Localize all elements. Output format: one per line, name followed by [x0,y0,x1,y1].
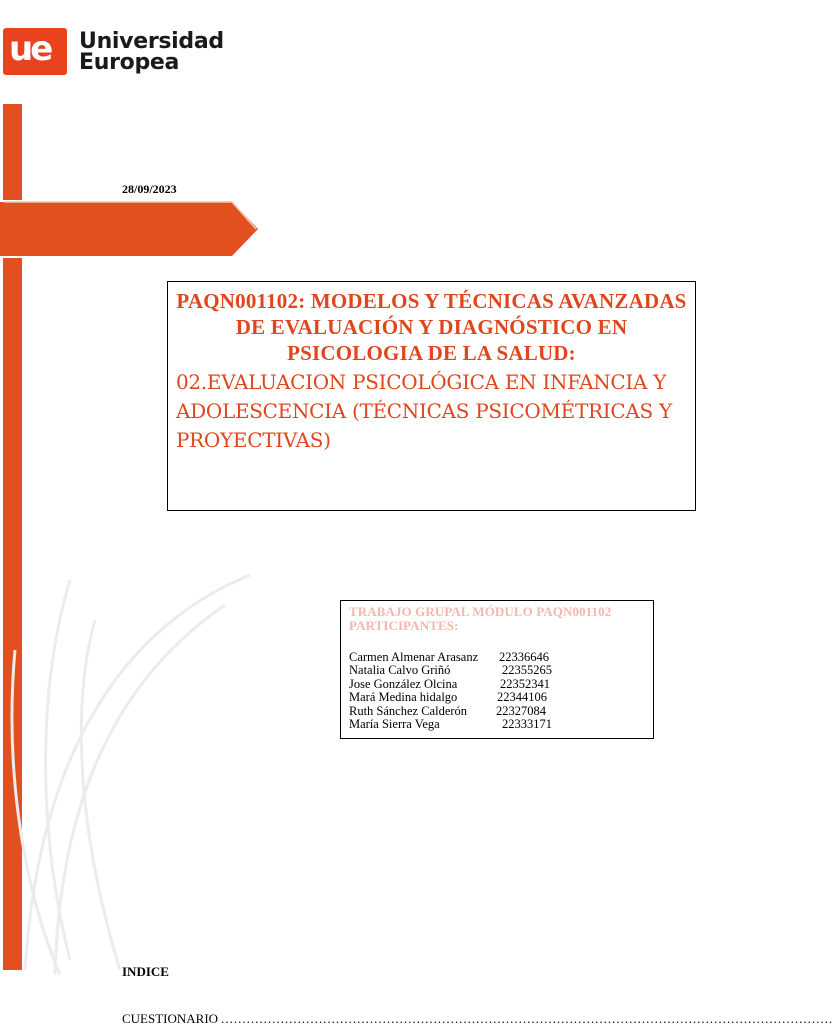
ue-logo-mark [3,28,67,75]
participant-name: Mará Medina hidalgo [349,690,458,705]
participant-name: Carmen Almenar Arasanz [349,650,479,664]
title-box [167,281,696,511]
participant-id: 22355265 [502,663,552,678]
participants-heading-line1: TRABAJO GRUPAL MÓDULO PAQN001102 [349,604,612,619]
participant-id: 22344106 [497,690,547,705]
participant-row [349,718,645,731]
participant-name: Natalia Calvo Griñó [349,663,451,678]
document-date: 28/09/2023 [122,182,177,196]
participant-id: 22336646 [499,650,549,664]
decorative-swirl [0,560,300,980]
participant-name: Jose González Olcina [349,676,458,691]
participant-row [349,678,645,691]
participant-id: 22352341 [500,676,550,691]
toc-entry-label[interactable]: CUESTIONARIO [122,1011,219,1026]
logo-name-line1: Universidad [79,29,224,54]
participant-row [349,691,645,704]
participants-list [349,651,645,731]
toc-entry-leader: ................................................................................................................................................ [221,1011,833,1026]
topic-subtitle: 02.EVALUACION PSICOLÓGICA EN INFANCIA Y ADOLESCENCIA (TÉCNICAS PSICOMÉTRICAS Y PROYECTIVAS) [176,370,672,452]
participant-name: María Sierra Vega [349,717,440,732]
university-logo [0,28,260,76]
participants-box [340,600,654,739]
course-title: PAQN001102: MODELOS Y TÉCNICAS AVANZADAS DE EVALUACIÓN Y DIAGNÓSTICO EN PSICOLOGIA DE LA SALUD: [176,289,687,365]
logo-wordmark [79,31,224,73]
toc-entry[interactable] [122,1011,833,1027]
participant-name: Ruth Sánchez Calderón [349,703,468,718]
participant-id: 22327084 [496,703,546,718]
index-heading: INDICE [122,964,169,979]
participant-id: 22333171 [502,717,552,732]
logo-name-line2: Europea [79,50,180,75]
participant-row [349,705,645,718]
decorative-arrow [0,202,258,256]
participants-heading-line2: PARTICIPANTES: [349,618,459,633]
decorative-bar-top [3,104,22,200]
participant-row [349,651,645,664]
logo-mark-text: ue [9,29,51,69]
participant-row [349,664,645,677]
